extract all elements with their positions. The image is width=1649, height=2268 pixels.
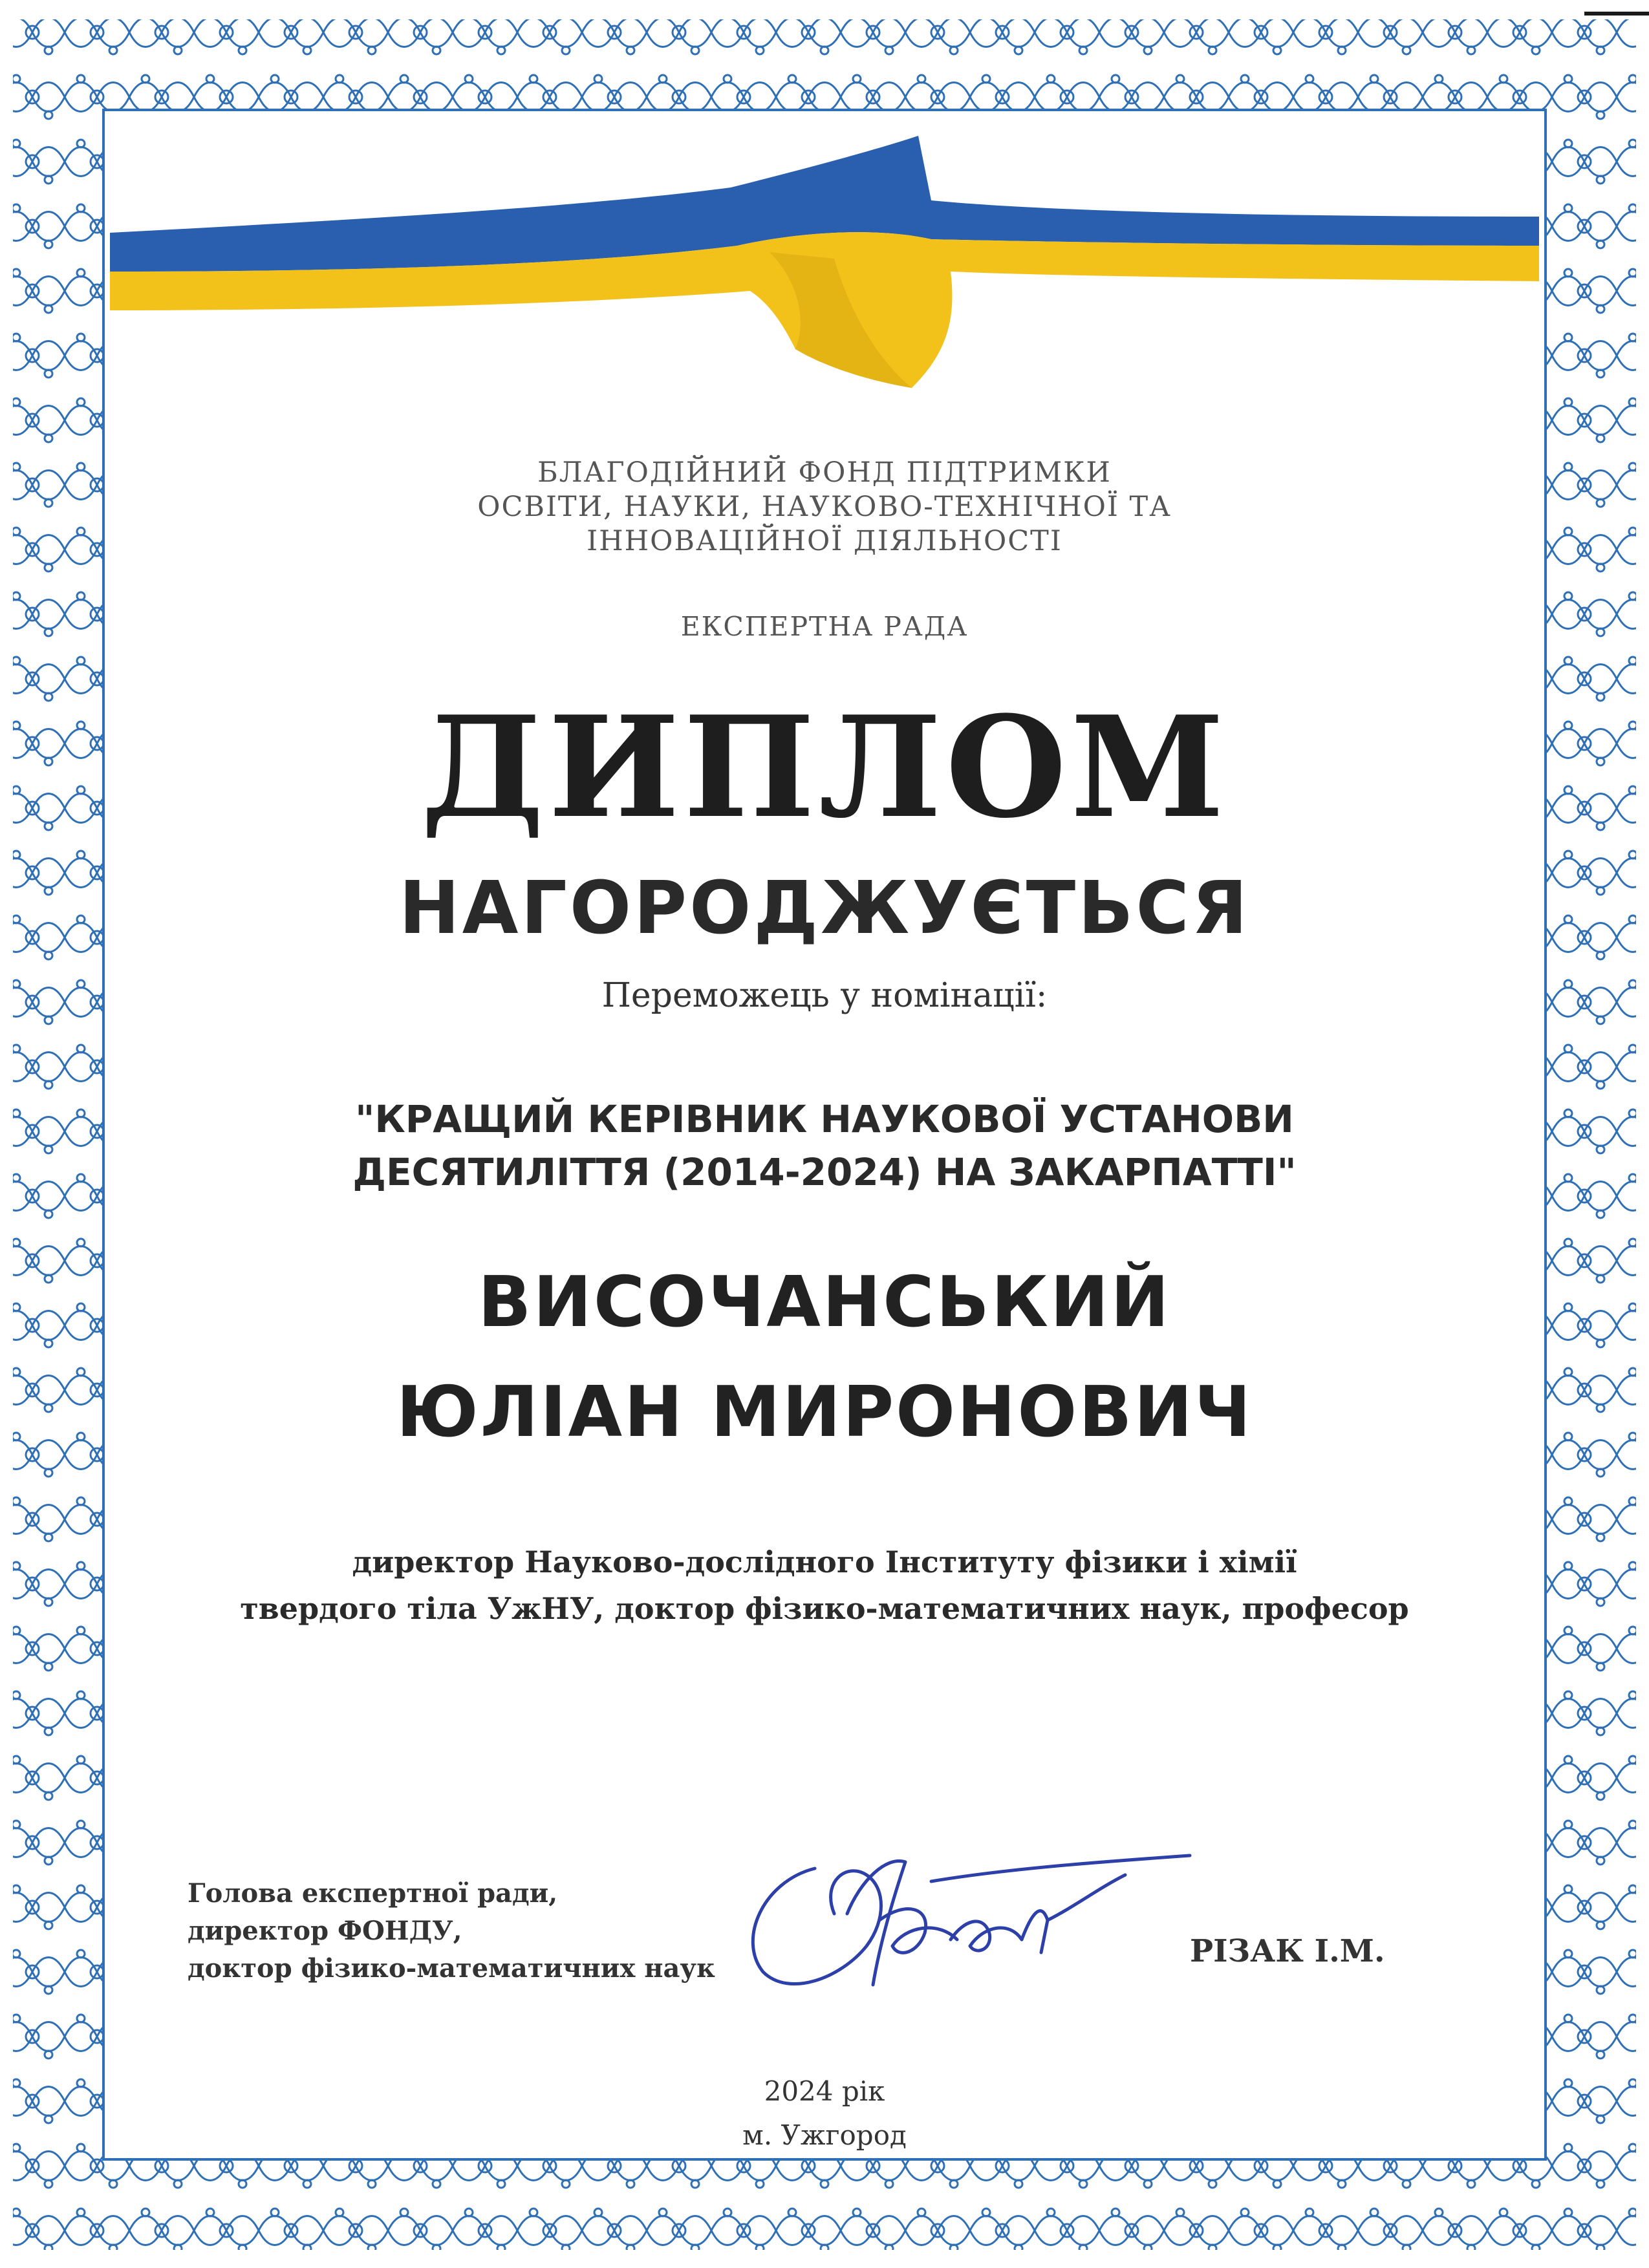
winner-in-nomination: Переможець у номінації: (601, 976, 1048, 1015)
recipient-given-names: ЮЛІАН МИРОНОВИЧ (396, 1372, 1253, 1453)
issue-year: 2024 рік (764, 2075, 885, 2107)
handwritten-signature (737, 1843, 1203, 2011)
nomination-line: ДЕСЯТИЛІТТЯ (2014-2024) НА ЗАКАРПАТТІ" (352, 1150, 1297, 1194)
expert-council: ЕКСПЕРТНА РАДА (680, 611, 969, 642)
position-line: твердого тіла УжНУ, доктор фізико-математичних наук, професор (240, 1591, 1409, 1626)
position-line: директор Науково-дослідного Інституту фізики і хімії (352, 1545, 1297, 1579)
awarded-heading: НАГОРОДЖУЄТЬСЯ (399, 866, 1250, 950)
issue-city: м. Ужгород (742, 2119, 907, 2151)
recipient-position (0, 1539, 1649, 1632)
org-line: БЛАГОДІЙНИЙ ФОНД ПІДТРИМКИ (537, 456, 1112, 489)
signer-title (188, 1875, 715, 1987)
nomination-title (0, 1093, 1649, 1199)
recipient-surname: ВИСОЧАНСЬКИЙ (478, 1262, 1171, 1343)
nomination-line: "КРАЩИЙ КЕРІВНИК НАУКОВОЇ УСТАНОВИ (355, 1097, 1294, 1141)
signer-title-line: директор ФОНДУ, (188, 1916, 462, 1946)
organization-name (0, 456, 1649, 559)
ukrainian-flag-ribbon (97, 110, 1552, 407)
signer-name: РІЗАК І.М. (1190, 1933, 1385, 1969)
signer-title-line: Голова експертної ради, (188, 1878, 558, 1909)
signer-title-line: доктор фізико-математичних наук (188, 1953, 715, 1984)
recipient-name (0, 1248, 1649, 1468)
org-line: ОСВІТИ, НАУКИ, НАУКОВО-ТЕХНІЧНОЇ ТА (477, 491, 1172, 523)
org-line: ІННОВАЦІЙНОЇ ДІЯЛЬНОСТІ (587, 525, 1062, 557)
diploma-title: ДИПЛОМ (420, 685, 1229, 849)
